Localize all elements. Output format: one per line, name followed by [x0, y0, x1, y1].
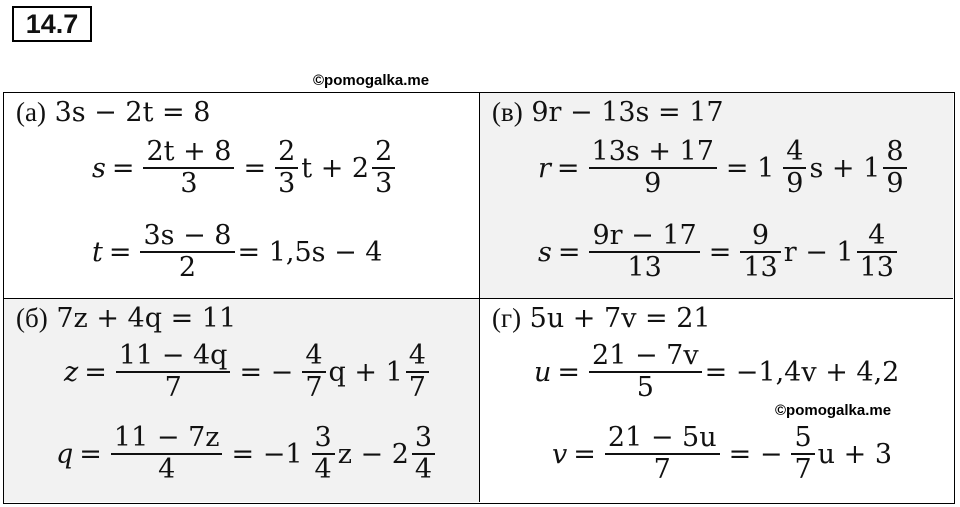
cell-a-label: (а) — [16, 97, 46, 127]
denominator: 13 — [627, 252, 662, 283]
denominator: 7 — [164, 372, 182, 403]
denominator: 3 — [180, 168, 198, 199]
fraction — [605, 423, 720, 485]
cell-g-header — [492, 299, 711, 338]
cell-v-line2 — [538, 221, 900, 283]
equals: = — [111, 152, 135, 184]
var: r — [538, 152, 551, 184]
cell-g-label: (г) — [492, 303, 522, 333]
equals: = −1 — [231, 438, 303, 470]
fraction — [589, 137, 717, 199]
denominator: 3 — [375, 168, 393, 199]
denominator: 2 — [178, 252, 197, 283]
equals: = — [557, 356, 581, 388]
denominator: 5 — [636, 372, 654, 403]
numerator: 4 — [786, 136, 804, 167]
equals: = — [108, 236, 132, 268]
cell-b-equation: 7z + 4q = 11 — [56, 303, 237, 334]
cell-b-line1 — [64, 341, 432, 403]
fraction — [406, 341, 429, 403]
numerator: 2 — [278, 136, 296, 167]
fraction — [302, 341, 325, 403]
numerator: 9 — [751, 220, 770, 251]
var: q — [56, 438, 74, 470]
numerator: 3 — [414, 422, 433, 453]
cell-g-line2 — [552, 423, 892, 485]
cell-g-equation: 5u + 7v = 21 — [529, 303, 711, 334]
numerator: 2t + 8 — [146, 136, 232, 167]
denominator: 9 — [886, 168, 904, 199]
denominator: 7 — [408, 372, 426, 403]
denominator: 7 — [653, 454, 671, 485]
var: u — [534, 356, 552, 388]
solutions-grid — [3, 92, 955, 504]
cell-a-line1 — [92, 137, 398, 199]
watermark-top: ©pomogalka.me — [313, 72, 430, 89]
fraction — [589, 221, 699, 283]
numerator: 13s + 17 — [591, 136, 714, 167]
cell-b — [4, 299, 480, 502]
task-number: 14.7 — [12, 6, 92, 42]
term: z − 2 — [337, 438, 409, 470]
cell-g-line1 — [534, 341, 899, 403]
var: s — [92, 152, 106, 184]
fraction — [783, 137, 806, 199]
denominator: 13 — [859, 252, 894, 283]
equals: = — [79, 438, 102, 470]
equals: = 1 — [725, 152, 775, 184]
fraction — [883, 137, 906, 199]
equals: = — [573, 438, 596, 470]
numerator: 2 — [375, 136, 393, 167]
cell-a-line2 — [92, 221, 382, 283]
term: r − 1 — [783, 236, 854, 268]
fraction — [740, 221, 780, 283]
numerator: 21 − 5u — [607, 422, 717, 453]
equals: = − — [239, 356, 294, 388]
equals: = — [557, 236, 581, 268]
fraction — [116, 341, 231, 403]
numerator: 21 − 7v — [592, 340, 699, 371]
equals: = — [243, 152, 267, 184]
denominator: 7 — [305, 372, 323, 403]
fraction — [791, 423, 814, 485]
numerator: 11 − 4q — [118, 340, 228, 371]
denominator: 13 — [743, 252, 778, 283]
denominator: 3 — [278, 168, 296, 199]
fraction — [857, 221, 897, 283]
numerator: 8 — [886, 136, 904, 167]
cell-v-header — [492, 93, 724, 132]
term: = −1,4v + 4,2 — [704, 356, 900, 388]
fraction — [372, 137, 395, 199]
term: q + 1 — [328, 356, 403, 388]
fraction — [312, 423, 335, 485]
numerator: 3 — [314, 422, 332, 453]
cell-b-header — [16, 299, 236, 338]
fraction — [412, 423, 435, 485]
equals: = — [556, 152, 580, 184]
denominator: 7 — [794, 454, 812, 485]
numerator: 3s − 8 — [143, 220, 232, 251]
numerator: 4 — [305, 340, 323, 371]
watermark-bottom: ©pomogalka.me — [775, 402, 892, 419]
equals: = — [708, 236, 732, 268]
fraction — [589, 341, 702, 403]
cell-v — [480, 93, 953, 299]
numerator: 4 — [408, 340, 426, 371]
denominator: 4 — [314, 454, 332, 485]
cell-v-line1 — [538, 137, 910, 199]
fraction — [275, 137, 298, 199]
cell-a-header — [16, 93, 210, 132]
denominator: 9 — [786, 168, 804, 199]
var: s — [538, 236, 552, 268]
cell-v-equation: 9r − 13s = 17 — [531, 97, 724, 128]
term: s + 1 — [809, 152, 881, 184]
equals: = — [84, 356, 107, 388]
cell-a-equation: 3s − 2t = 8 — [54, 97, 211, 128]
term: = 1,5s − 4 — [237, 236, 383, 268]
equals: = − — [728, 438, 783, 470]
fraction — [140, 221, 234, 283]
var: t — [92, 236, 103, 268]
numerator: 4 — [868, 220, 886, 251]
fraction — [111, 423, 223, 485]
fraction — [143, 137, 234, 199]
numerator: 9r − 17 — [592, 220, 697, 251]
cell-a — [4, 93, 480, 299]
cell-v-label: (в) — [492, 97, 523, 127]
cell-b-line2 — [56, 423, 438, 485]
var: z — [64, 356, 79, 388]
denominator: 9 — [644, 168, 662, 199]
denominator: 4 — [158, 454, 176, 485]
term: t + 2 — [301, 152, 370, 184]
numerator: 5 — [794, 422, 812, 453]
term: u + 3 — [817, 438, 892, 470]
cell-g — [480, 299, 953, 502]
cell-b-label: (б) — [16, 303, 48, 333]
denominator: 4 — [414, 454, 433, 485]
var: v — [552, 438, 568, 470]
numerator: 11 − 7z — [113, 422, 220, 453]
